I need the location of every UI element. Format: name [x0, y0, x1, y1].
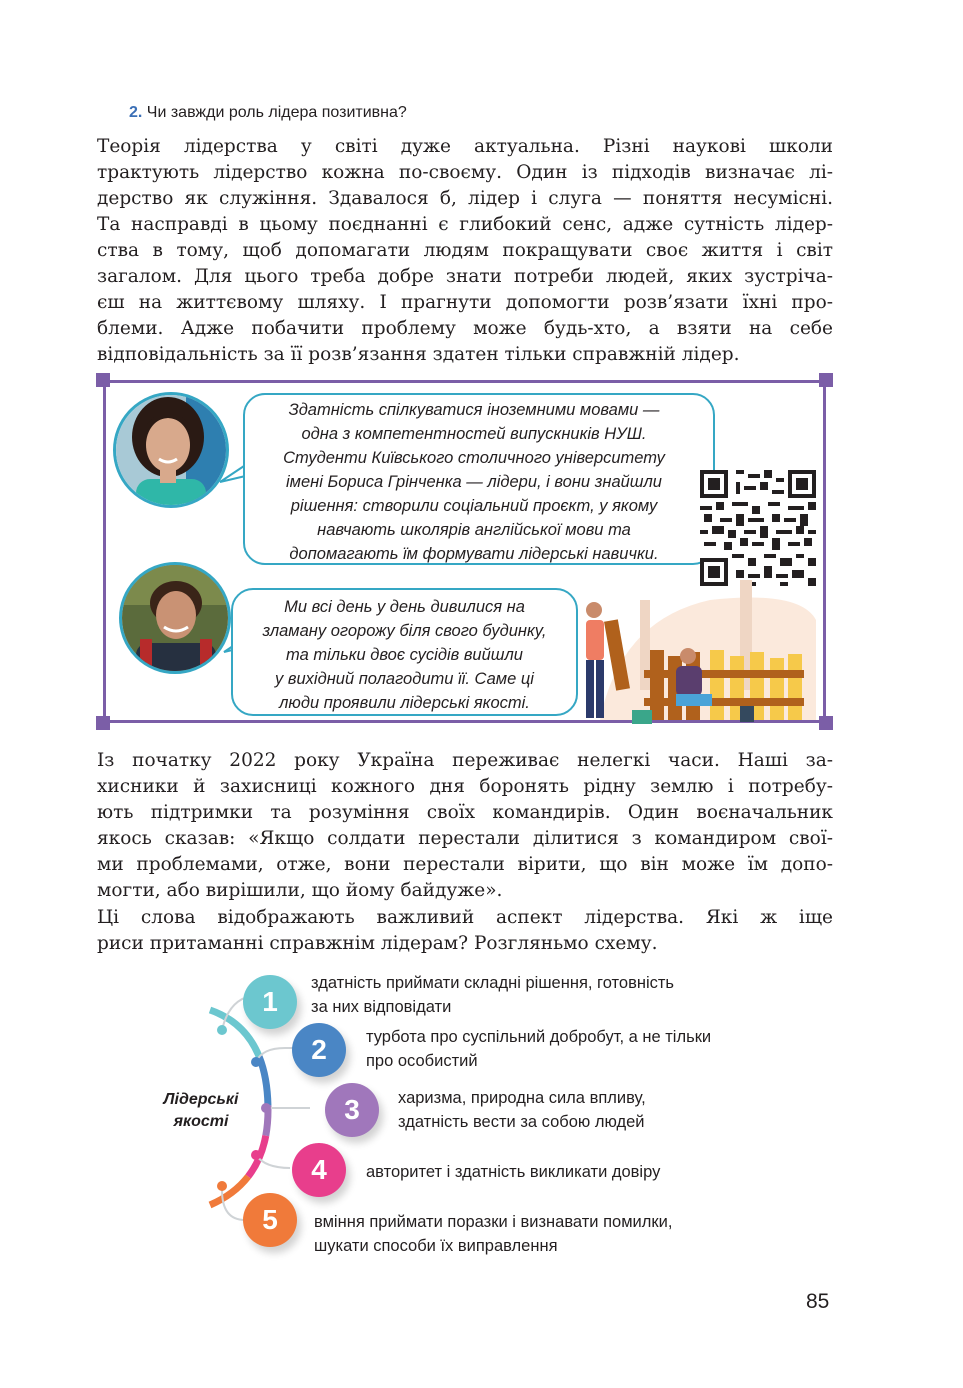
text-line: ють підтримки та розуміння своїх командирів. Один воєначальник — [97, 802, 833, 823]
quality-line: за них відповідати — [311, 998, 452, 1016]
bubble-line: та тільки двоє сусідів вийшли — [286, 646, 523, 664]
quality-text-1 — [311, 971, 674, 1019]
quality-text-5 — [314, 1210, 672, 1258]
quality-line: вміння приймати поразки і визнавати помилки, — [314, 1213, 673, 1231]
quality-circle-4: 4 — [292, 1143, 346, 1197]
diagram-center-label — [156, 1089, 246, 1133]
boy-photo-icon — [122, 565, 228, 671]
text-line: Ці слова відображають важливий аспект лідерства. Які ж іще — [97, 907, 833, 928]
speech-bubble-language-text — [244, 393, 704, 563]
speech-bubble-fence — [231, 588, 578, 716]
text-line: дерство як служіння. Здавалося б, лідер і слуга — поняття несумісні. — [97, 188, 833, 209]
bubble-line: Студенти Київського столичного університету — [283, 449, 665, 467]
bubble-line: Здатність спілкуватися іноземними мовами — — [288, 401, 660, 419]
bubble-line: імені Бориса Грінченка — лідери, і вони знайшли — [286, 473, 662, 491]
quality-line: харизма, природна сила впливу, — [398, 1089, 646, 1107]
quality-text-4 — [366, 1160, 660, 1184]
text-line: ми проблемами, отже, вони перестали вірити, що він може їм допо- — [97, 854, 833, 875]
page-number: 85 — [806, 1290, 830, 1313]
text-line: відповідальність за її розв’язання здатен тільки справжній лідер. — [97, 344, 740, 365]
bubble-line: одна з компетентностей випускників НУШ. — [301, 425, 647, 443]
quality-line: шукати способи їх виправлення — [314, 1237, 558, 1255]
text-line: могти, або вирішили, що йому байдуже». — [97, 880, 503, 901]
quality-circle-1: 1 — [243, 975, 297, 1029]
question-number: 2. — [129, 104, 143, 121]
paragraph-leadership-theory — [97, 134, 833, 368]
student-boy-avatar — [119, 562, 231, 674]
bubble-line: зламану огорожу біля свого будинку, — [262, 622, 547, 640]
text-line: хисники й захисниці кожного дня боронять рідну землю і потребу- — [97, 776, 833, 797]
text-line: Із початку 2022 року Україна переживає нелегкі часи. Наші за- — [97, 750, 833, 771]
text-line: ства в тому, щоб допомагати людям покращувати своє життя і світ — [97, 240, 833, 261]
text-line: якось сказав: «Якщо солдати перестали ділитися з командиром свої- — [97, 828, 833, 849]
quality-line: авторитет і здатність викликати довіру — [366, 1163, 661, 1181]
bubble-line: Ми всі день у день дивилися на — [284, 598, 525, 616]
girl-photo-icon — [116, 395, 226, 505]
quality-circle-5: 5 — [243, 1193, 297, 1247]
text-line: Та насправді в цьому поєднанні є глибокий сенс, адже сутність лідер- — [97, 214, 833, 235]
text-line: єш на життєвому шляху. І прагнути допомогти розв’язати їхні про- — [97, 292, 833, 313]
question-heading — [129, 104, 407, 122]
frame-corner — [96, 716, 110, 730]
quality-circle-3: 3 — [325, 1083, 379, 1137]
quality-text-2 — [366, 1025, 711, 1073]
qr-code-icon[interactable] — [700, 470, 816, 586]
bubble-line: допомагають їм формувати лідерські навички. — [289, 545, 659, 563]
frame-corner — [96, 373, 110, 387]
bubble-line: рішення: створили соціальний проєкт, у якому — [290, 497, 658, 515]
student-girl-avatar — [113, 392, 229, 508]
bubble-line: навчають школярів англійської мови та — [317, 521, 631, 539]
quality-line: турбота про суспільний добробут, а не тільки — [366, 1028, 712, 1046]
quality-line: здатність вести за собою людей — [398, 1113, 645, 1131]
bubble-line: люди проявили лідерські якості. — [279, 694, 530, 712]
text-line: Теорія лідерства у світі дуже актуальна. Різні наукові школи — [97, 136, 833, 157]
quality-line: про особистий — [366, 1052, 478, 1070]
frame-corner — [819, 373, 833, 387]
fence-repair-illustration — [580, 580, 816, 730]
question-text: Чи завжди роль лідера позитивна? — [146, 104, 407, 121]
center-label-line: Лідерські — [163, 1091, 239, 1108]
quality-line: здатність приймати складні рішення, готовність — [311, 974, 675, 992]
paragraph-ukraine — [97, 748, 833, 904]
text-line: загалом. Для цього треба добре знати потреби людей, яких зустріча- — [97, 266, 833, 287]
text-line: трактують лідерство кожна по-своєму. Один із підходів визначає лі- — [97, 162, 833, 183]
quality-circle-2: 2 — [292, 1023, 346, 1077]
text-line: риси притаманні справжнім лідерам? Розгляньмо схему. — [97, 933, 658, 954]
quality-text-3 — [398, 1086, 646, 1134]
paragraph-scheme-intro — [97, 905, 833, 957]
center-label-line: якості — [173, 1113, 229, 1130]
frame-corner — [819, 716, 833, 730]
bubble-line: у вихідний полагодити її. Саме ці — [275, 670, 534, 688]
text-line: блеми. Адже побачити проблему може будь-хто, а взяти на себе — [97, 318, 833, 339]
